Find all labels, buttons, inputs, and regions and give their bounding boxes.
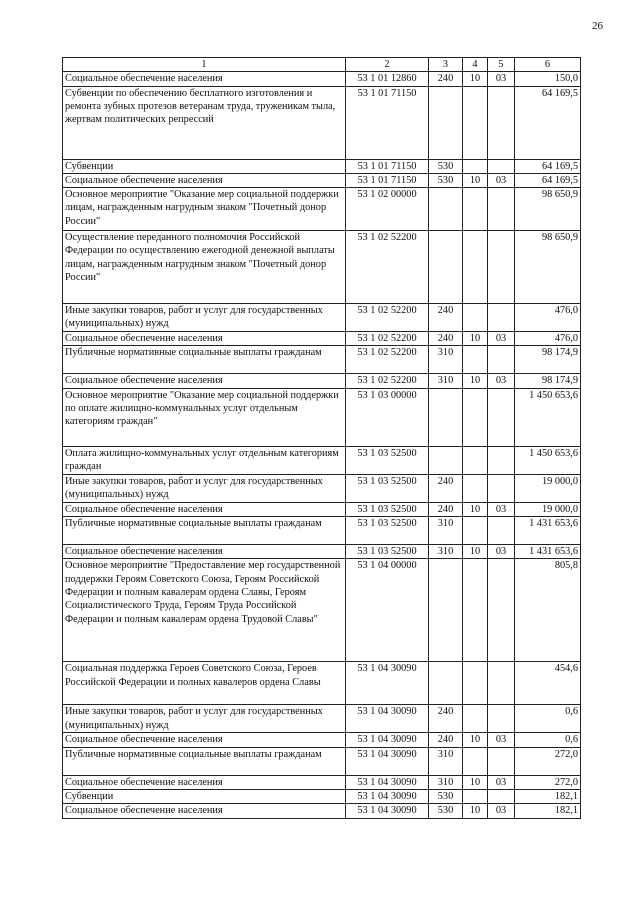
row-amount: 98 650,9 [515,231,581,304]
row-type: 240 [429,304,463,332]
row-amount: 476,0 [515,304,581,332]
row-type: 240 [429,474,463,502]
row-section [463,188,488,231]
table-row [63,346,581,374]
row-type [429,662,463,705]
row-amount: 805,8 [515,559,581,662]
table-row [63,662,581,705]
row-amount: 272,0 [515,747,581,775]
row-type [429,86,463,159]
row-code: 53 1 04 00000 [346,559,429,662]
row-subsection [488,304,515,332]
row-name: Социальное обеспечение населения [63,332,346,346]
row-code: 53 1 03 52500 [346,446,429,474]
row-code: 53 1 02 52200 [346,374,429,388]
row-type [429,559,463,662]
table-row [63,559,581,662]
row-section [463,304,488,332]
row-section [463,747,488,775]
row-code: 53 1 04 30090 [346,733,429,747]
row-section: 10 [463,374,488,388]
column-header-subsection: 5 [488,58,515,72]
row-type: 310 [429,775,463,789]
row-section: 10 [463,173,488,187]
table-row [63,374,581,388]
row-amount: 0,6 [515,733,581,747]
row-code: 53 1 01 71150 [346,173,429,187]
row-amount: 98 174,9 [515,346,581,374]
row-code: 53 1 03 00000 [346,388,429,446]
row-section: 10 [463,775,488,789]
row-type: 310 [429,346,463,374]
row-type: 240 [429,705,463,733]
row-subsection [488,346,515,374]
row-type: 240 [429,332,463,346]
row-code: 53 1 02 52200 [346,304,429,332]
table-row [63,332,581,346]
table-row [63,502,581,516]
table-row [63,304,581,332]
row-code: 53 1 03 52500 [346,502,429,516]
row-name: Социальное обеспечение населения [63,72,346,86]
table-row [63,231,581,304]
row-type: 310 [429,374,463,388]
row-amount: 1 450 653,6 [515,388,581,446]
row-name: Социальное обеспечение населения [63,374,346,388]
table-row [63,545,581,559]
row-subsection [488,388,515,446]
row-code: 53 1 02 00000 [346,188,429,231]
row-type: 310 [429,747,463,775]
row-code: 53 1 02 52200 [346,332,429,346]
row-section [463,559,488,662]
row-amount: 64 169,5 [515,173,581,187]
table-row [63,747,581,775]
row-type [429,188,463,231]
row-subsection: 03 [488,545,515,559]
row-name: Субвенции [63,789,346,803]
row-name: Социальное обеспечение населения [63,173,346,187]
table-row [63,72,581,86]
row-type: 530 [429,173,463,187]
row-section [463,388,488,446]
row-amount: 272,0 [515,775,581,789]
row-type: 530 [429,789,463,803]
row-subsection: 03 [488,775,515,789]
row-name: Социальное обеспечение населения [63,804,346,818]
row-name: Публичные нормативные социальные выплаты гражданам [63,346,346,374]
table-row [63,446,581,474]
column-header-name: 1 [63,58,346,72]
table-row [63,789,581,803]
table-header-row [63,58,581,72]
row-type [429,231,463,304]
row-subsection: 03 [488,733,515,747]
row-code: 53 1 04 30090 [346,775,429,789]
row-subsection: 03 [488,332,515,346]
row-subsection [488,705,515,733]
row-subsection: 03 [488,173,515,187]
row-subsection: 03 [488,72,515,86]
row-amount: 19 000,0 [515,502,581,516]
column-header-section: 4 [463,58,488,72]
row-code: 53 1 03 52500 [346,517,429,545]
row-code: 53 1 02 52200 [346,231,429,304]
row-code: 53 1 04 30090 [346,804,429,818]
row-type: 240 [429,502,463,516]
page-number: 26 [592,20,603,32]
table-row [63,517,581,545]
row-amount: 64 169,5 [515,159,581,173]
row-section [463,346,488,374]
row-name: Основное мероприятие "Оказание мер социальной поддержки лицам, награжденным нагрудным знаком "Почетный донор России" [63,188,346,231]
table-row [63,159,581,173]
row-code: 53 1 04 30090 [346,747,429,775]
row-amount: 19 000,0 [515,474,581,502]
row-name: Основное мероприятие "Предоставление мер государственной поддержки Героям Советского Союза, Героям Российской Федерации и полным кавалерам ордена Славы, Героям Социалистического Труда, Героям Труда Российской Федерации и полным кавалерам ордена Трудовой Славы" [63,559,346,662]
row-subsection: 03 [488,502,515,516]
row-type: 240 [429,733,463,747]
table-row [63,188,581,231]
row-section: 10 [463,502,488,516]
row-amount: 150,0 [515,72,581,86]
row-subsection [488,517,515,545]
row-subsection [488,662,515,705]
row-section [463,231,488,304]
row-type [429,446,463,474]
row-name: Иные закупки товаров, работ и услуг для государственных (муниципальных) нужд [63,474,346,502]
row-subsection [488,86,515,159]
row-subsection [488,231,515,304]
row-name: Оплата жилищно-коммунальных услуг отдельным категориям граждан [63,446,346,474]
row-subsection [488,474,515,502]
row-amount: 1 431 653,6 [515,545,581,559]
row-code: 53 1 01 71150 [346,159,429,173]
row-name: Субвенции [63,159,346,173]
row-subsection: 03 [488,374,515,388]
row-name: Социальное обеспечение населения [63,545,346,559]
row-type [429,388,463,446]
row-section: 10 [463,72,488,86]
row-name: Социальная поддержка Героев Советского Союза, Героев Российской Федерации и полных кавалеров ордена Славы [63,662,346,705]
row-name: Субвенции по обеспечению бесплатного изготовления и ремонта зубных протезов ветеранам труда, труженикам тыла, жертвам политических репрессий [63,86,346,159]
table-row [63,173,581,187]
row-subsection [488,159,515,173]
row-amount: 182,1 [515,804,581,818]
row-code: 53 1 04 30090 [346,662,429,705]
row-type: 530 [429,159,463,173]
row-name: Социальное обеспечение населения [63,775,346,789]
row-amount: 64 169,5 [515,86,581,159]
row-name: Социальное обеспечение населения [63,733,346,747]
column-header-code: 2 [346,58,429,72]
table-row [63,388,581,446]
row-code: 53 1 04 30090 [346,789,429,803]
table-row [63,733,581,747]
table-row [63,474,581,502]
table-row [63,86,581,159]
row-section: 10 [463,545,488,559]
row-name: Иные закупки товаров, работ и услуг для государственных (муниципальных) нужд [63,304,346,332]
row-amount: 476,0 [515,332,581,346]
row-section: 10 [463,332,488,346]
row-name: Осуществление переданного полномочия Российской Федерации по осуществлению ежегодной денежной выплаты лицам, награжденным нагрудным знаком "Почетный донор России" [63,231,346,304]
row-amount: 454,6 [515,662,581,705]
row-name: Основное мероприятие "Оказание мер социальной поддержки по оплате жилищно-коммунальных услуг отдельным категориям граждан" [63,388,346,446]
row-section [463,474,488,502]
row-name: Публичные нормативные социальные выплаты гражданам [63,517,346,545]
row-name: Иные закупки товаров, работ и услуг для государственных (муниципальных) нужд [63,705,346,733]
row-amount: 1 431 653,6 [515,517,581,545]
row-code: 53 1 01 71150 [346,86,429,159]
row-section [463,446,488,474]
row-type: 530 [429,804,463,818]
row-amount: 98 650,9 [515,188,581,231]
row-code: 53 1 04 30090 [346,705,429,733]
row-subsection [488,789,515,803]
row-code: 53 1 03 52500 [346,474,429,502]
row-subsection: 03 [488,804,515,818]
row-name: Социальное обеспечение населения [63,502,346,516]
row-section: 10 [463,733,488,747]
row-code: 53 1 01 12860 [346,72,429,86]
column-header-amount: 6 [515,58,581,72]
row-section: 10 [463,804,488,818]
row-section [463,789,488,803]
table-row [63,705,581,733]
row-name: Публичные нормативные социальные выплаты гражданам [63,747,346,775]
row-section [463,705,488,733]
row-type: 240 [429,72,463,86]
table-row [63,804,581,818]
row-section [463,517,488,545]
row-subsection [488,559,515,662]
row-type: 310 [429,545,463,559]
row-amount: 182,1 [515,789,581,803]
row-subsection [488,747,515,775]
row-section [463,159,488,173]
budget-table [62,57,581,819]
row-section [463,662,488,705]
row-amount: 98 174,9 [515,374,581,388]
row-section [463,86,488,159]
row-subsection [488,446,515,474]
row-subsection [488,188,515,231]
row-amount: 0,6 [515,705,581,733]
column-header-type: 3 [429,58,463,72]
row-amount: 1 450 653,6 [515,446,581,474]
table-row [63,775,581,789]
row-code: 53 1 02 52200 [346,346,429,374]
row-type: 310 [429,517,463,545]
row-code: 53 1 03 52500 [346,545,429,559]
